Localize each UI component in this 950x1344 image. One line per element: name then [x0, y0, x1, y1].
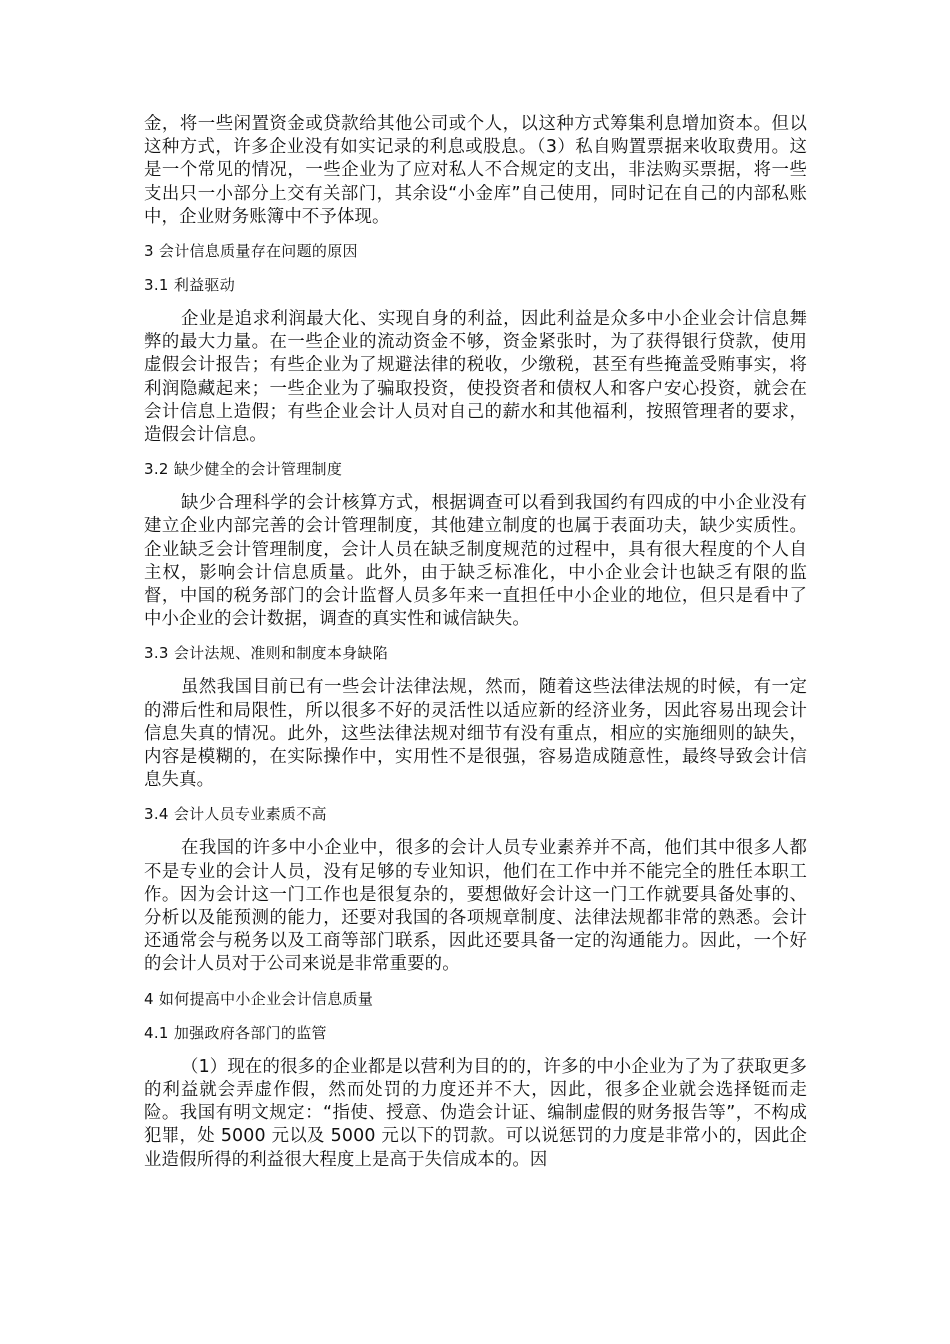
body-paragraph: 企业是追求利润最大化、实现自身的利益，因此利益是众多中小企业会计信息舞弊的最大力量。在一些企业的流动资金不够，资金紧张时，为了获得银行贷款，使用虚假会计报告；有些企业为了规避法律的税收，少缴税，甚至有些掩盖受贿事实，将利润隐藏起来；一些企业为了骗取投资，使投资者和债权人和客户安心投资，就会在会计信息上造假；有些企业会计人员对自己的薪水和其他福利，按照管理者的要求，造假会计信息。 — [144, 309, 807, 446]
body-paragraph: 缺少合理科学的会计核算方式，根据调查可以看到我国约有四成的中小企业没有建立企业内部完善的会计管理制度，其他建立制度的也属于表面功夫，缺少实质性。企业缺乏会计管理制度，会计人员在缺乏制度规范的过程中，具有很大程度的个人自主权，影响会计信息质量。此外，由于缺乏标准化，中小企业会计也缺乏有限的监督，中国的税务部门的会计监督人员多年来一直担任中小企业的地位，但只是看中了中小企业的会计数据，调查的真实性和诚信缺失。 — [144, 493, 807, 630]
body-paragraph: 在我国的许多中小企业中，很多的会计人员专业素养并不高，他们其中很多人都不是专业的会计人员，没有足够的专业知识，他们在工作中并不能完全的胜任本职工作。因为会计这一门工作也是很复杂的，要想做好会计这一门工作就要具备处事的、分析以及能预测的能力，还要对我国的各项规章制度、法律法规都非常的熟悉。会计还通常会与税务以及工商等部门联系，因此还要具备一定的沟通能力。因此，一个好的会计人员对于公司来说是非常重要的。 — [144, 838, 807, 975]
subsection-heading: 4.1 加强政府各部门的监管 — [144, 1023, 327, 1042]
section-heading: 3 会计信息质量存在问题的原因 — [144, 242, 358, 261]
subsection-heading: 3.1 利益驱动 — [144, 276, 236, 295]
body-paragraph: 金，将一些闲置资金或贷款给其他公司或个人，以这种方式筹集利息增加资本。但以这种方式，许多企业没有如实记录的利息或股息。（3）私自购置票据来收取费用。这是一个常见的情况，一些企业为了应对私人不合规定的支出，非法购买票据，将一些支出只一小部分上交有关部门，其余设“小金库”自己使用，同时记在自己的内部私账中，企业财务账簿中不予体现。 — [144, 114, 807, 227]
body-paragraph: （1）现在的很多的企业都是以营利为目的的，许多的中小企业为了为了获取更多的利益就会弄虚作假，然而处罚的力度还并不大，因此，很多企业就会选择铤而走险。我国有明文规定：“指使、授意、伪造会计证、编制虚假的财务报告等”，不构成犯罪，处 5000 元以及 5000 元以下的罚款。可以说惩罚的力度是非常小的，因此企业造假所得的利益很大程度上是高于失信成本的。因 — [144, 1056, 807, 1170]
body-paragraph: 虽然我国目前已有一些会计法律法规，然而，随着这些法律法规的时候，有一定的滞后性和局限性，所以很多不好的灵活性以适应新的经济业务，因此容易出现会计信息失真的情况。此外，这些法律法规对细节有没有重点，相应的实施细则的缺失，内容是模糊的，在实际操作中，实用性不是很强，容易造成随意性，最终导致会计信息失真。 — [144, 677, 807, 791]
subsection-heading: 3.2 缺少健全的会计管理制度 — [144, 460, 343, 479]
subsection-heading: 3.3 会计法规、准则和制度本身缺陷 — [144, 644, 389, 663]
section-heading: 4 如何提高中小企业会计信息质量 — [144, 989, 374, 1008]
subsection-heading: 3.4 会计人员专业素质不高 — [144, 805, 327, 824]
